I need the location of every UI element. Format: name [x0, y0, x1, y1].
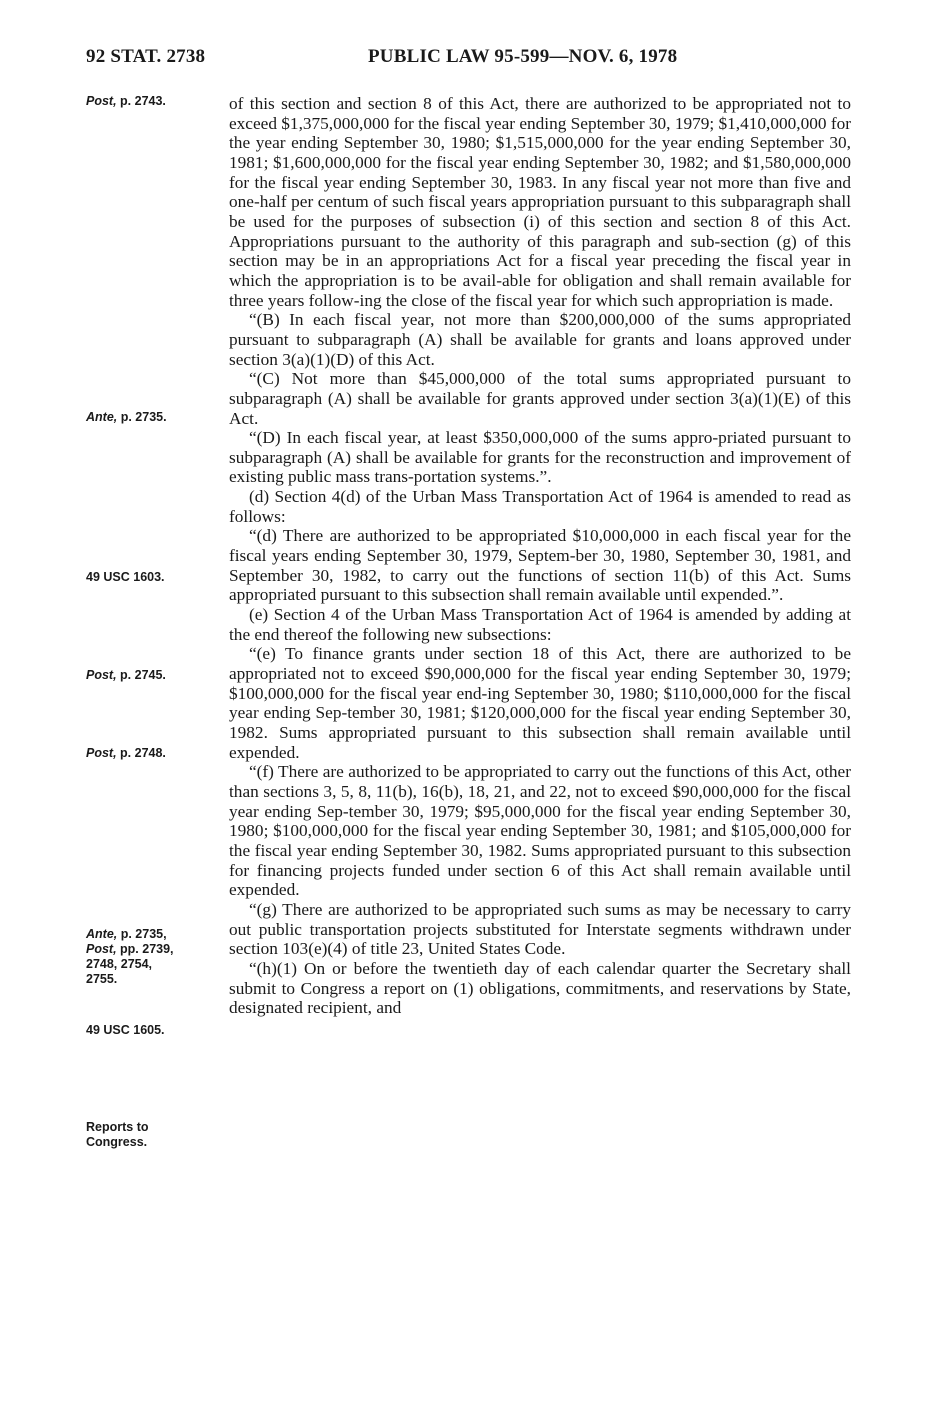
margin-note: Ante, p. 2735. [86, 410, 167, 424]
public-law-title: PUBLIC LAW 95-599—NOV. 6, 1978 [368, 46, 678, 67]
margin-note: Post, p. 2748. [86, 746, 166, 760]
paragraph: “(C) Not more than $45,000,000 of the total sums appropriated pursuant to subparagraph (A) shall be available for grants approved under section 3(a)(1)(E) of this Act. [229, 369, 851, 428]
margin-note: 49 USC 1605. [86, 1023, 165, 1037]
paragraph: “(e) To finance grants under section 18 of this Act, there are authorized to be appropriated not to exceed $90,000,000 for the fiscal year ending September 30, 1979; $100,000,000 for the fiscal year end-ing September 30, 1980; $110,000,000 for the fiscal year ending Sep-tember 30, 1981; $120,000,000 for the fiscal year ending September 30, 1982. Sums appropriated pursuant to this subsection shall remain available until expended. [229, 644, 851, 762]
paragraph: “(d) There are authorized to be appropriated $10,000,000 in each fiscal year for the fiscal years ending September 30, 1979, Septem-ber 30, 1980, September 30, 1981, and September 30, 1982, to carry out the functions of section 11(b) of this Act. Sums appropriated pursuant to this subsection shall remain available until expended.”. [229, 526, 851, 605]
margin-note: Post, p. 2745. [86, 668, 166, 682]
margin-note: Reports to Congress. [86, 1120, 149, 1149]
paragraph: “(f) There are authorized to be appropriated to carry out the functions of this Act, other than sections 3, 5, 8, 11(b), 16(b), 18, 21, and 22, not to exceed $90,000,000 for the fiscal year ending Sep-tember 30, 1979; $95,000,000 for the fiscal year ending September 30, 1980; $100,000,000 for the fiscal year ending September 30, 1981; and $105,000,000 for the fiscal year ending September 30, 1982. Sums appropriated pursuant to this subsection for financing projects funded under section 6 of this Act shall remain available until expended. [229, 762, 851, 900]
page-header [86, 46, 866, 76]
statute-page-number: 92 STAT. 2738 [86, 46, 206, 67]
paragraph: “(g) There are authorized to be appropriated such sums as may be necessary to carry out public transportation projects substituted for Interstate segments withdrawn under section 103(e)(4) of title 23, United States Code. [229, 899, 851, 959]
paragraph: “(B) In each fiscal year, not more than $200,000,000 of the sums appropriated pursuant to subparagraph (A) shall be available for grants and loans approved under section 3(a)(1)(D) of this Act. [229, 310, 851, 369]
paragraph: (d) Section 4(d) of the Urban Mass Transportation Act of 1964 is amended to read as follows: [229, 487, 851, 526]
paragraph: of this section and section 8 of this Act, there are authorized to be appropriated not to exceed $1,375,000,000 for the fiscal year ending September 30, 1979; $1,410,000,000 for the year ending September 30, 1980; $1,515,000,000 for the year ending September 30, 1981; $1,600,000,000 for the fiscal year ending September 30, 1982; and $1,580,000,000 for the fiscal year ending September 30, 1983. In any fiscal year not more than five and one-half per centum of such fiscal years appropriation pursuant to this subparagraph shall be used for the purposes of subsection (i) of this section and section 8 of this Act. Appropriations pursuant to the authority of this paragraph and sub-section (g) of this section may be in an appropriations Act for a fiscal year preceding the fiscal year in which the appropriation is to be avail-able for obligation and shall remain available for three years follow-ing the close of the fiscal year for which such appropriation is made. [229, 94, 851, 310]
paragraph: “(h)(1) On or before the twentieth day of each calendar quarter the Secretary shall submit to Congress a report on (1) obligations, commitments, and reservations by State, designated recipient, and [229, 958, 851, 1018]
margin-note: 49 USC 1603. [86, 570, 165, 584]
statute-body [229, 94, 851, 1018]
paragraph: (e) Section 4 of the Urban Mass Transportation Act of 1964 is amended by adding at the end thereof the following new subsections: [229, 605, 851, 644]
paragraph: “(D) In each fiscal year, at least $350,000,000 of the sums appro-priated pursuant to subparagraph (A) shall be available for grants for the reconstruction and improvement of existing public mass trans-portation systems.”. [229, 428, 851, 487]
margin-note: Post, p. 2743. [86, 94, 166, 108]
margin-note: Ante, p. 2735, Post, pp. 2739, 2748, 2754, 2755. [86, 927, 174, 986]
